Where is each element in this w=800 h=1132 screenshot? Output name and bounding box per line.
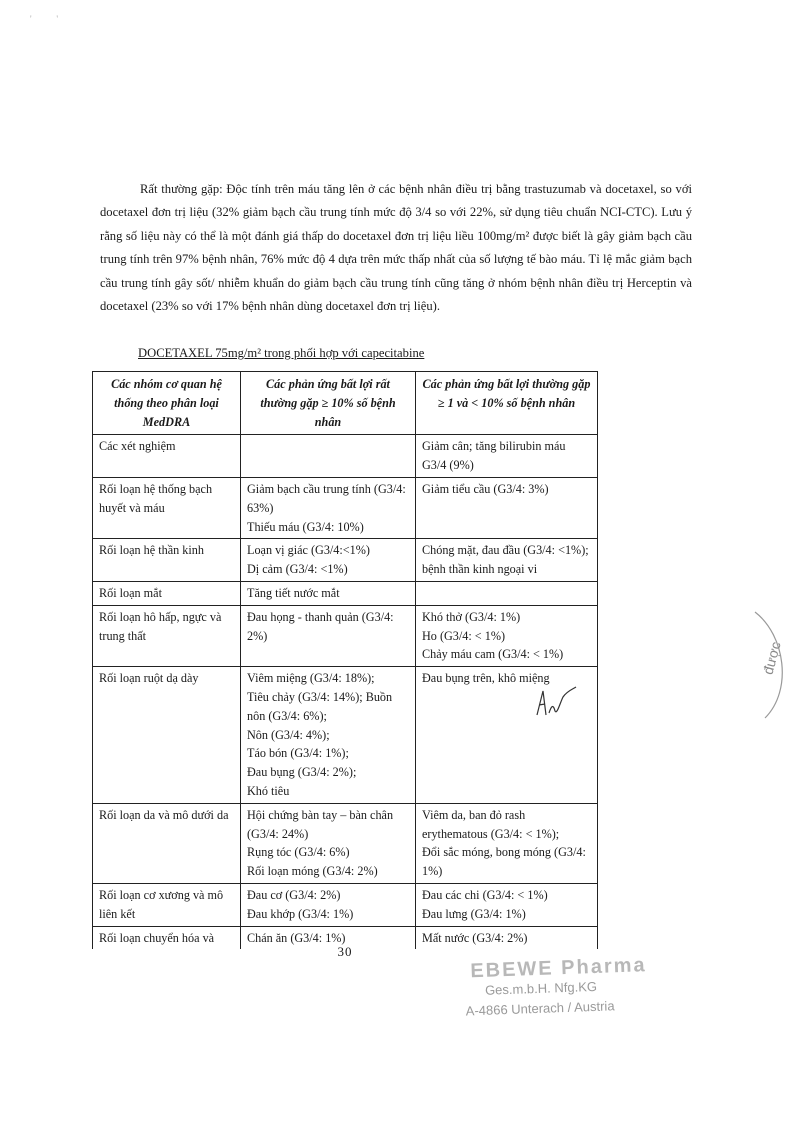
table-row [93,435,598,478]
common-cell: Giảm tiểu cầu (G3/4: 3%) [416,477,598,538]
body-paragraph [100,178,692,318]
section-title: DOCETAXEL 75mg/m² trong phối hợp với capecitabine [138,346,425,360]
header-very-common: Các phản ứng bất lợi rất thường gặp ≥ 10% số bệnh nhân [241,372,416,435]
stamp-company-name: EBEWE Pharma [469,954,647,983]
very-common-cell: Loạn vị giác (G3/4:<1%) Dị cảm (G3/4: <1%) [241,539,416,582]
common-cell: Viêm da, ban đỏ rash erythematous (G3/4: < 1%); Đổi sắc móng, bong móng (G3/4: 1%) [416,803,598,883]
side-stamp [735,610,795,720]
soc-cell: Rối loạn hệ thống bạch huyết và máu [93,477,241,538]
table-header-row [93,372,598,435]
common-cell: Mất nước (G3/4: 2%) [416,926,598,949]
side-stamp-text: được [759,639,784,677]
soc-cell: Rối loạn da và mô dưới da [93,803,241,883]
page-number: 30 [337,944,353,959]
soc-cell: Các xét nghiệm [93,435,241,478]
very-common-cell: Đau cơ (G3/4: 2%) Đau khớp (G3/4: 1%) [241,883,416,926]
header-common: Các phản ứng bất lợi thường gặp ≥ 1 và < 10% số bệnh nhân [416,372,598,435]
scan-marks: ' ' [30,14,58,24]
soc-cell: Rối loạn cơ xương và mô liên kết [93,883,241,926]
soc-cell: Rối loạn mắt [93,581,241,605]
soc-cell: Rối loạn hô hấp, ngực và trung thất [93,605,241,666]
very-common-cell: Tăng tiết nước mắt [241,581,416,605]
very-common-cell: Hội chứng bàn tay – bàn chân (G3/4: 24%) Rụng tóc (G3/4: 6%) Rối loạn móng (G3/4: 2%) [241,803,416,883]
very-common-cell: Giảm bạch cầu trung tính (G3/4: 63%) Thiếu máu (G3/4: 10%) [241,477,416,538]
table-row [93,539,598,582]
very-common-cell: Viêm miệng (G3/4: 18%); Tiêu chảy (G3/4: 14%); Buồn nôn (G3/4: 6%); Nôn (G3/4: 4%); Táo bón (G3/4: 1%); Đau bụng (G3/4: 2%); Khó tiêu [241,667,416,804]
stamp-address: A-4866 Unterach / Austria [465,998,615,1019]
header-soc: Các nhóm cơ quan hệ thống theo phân loại MedDRA [93,372,241,435]
handwritten-signature [533,685,578,725]
paragraph-text: Rất thường gặp: Độc tính trên máu tăng lên ở các bệnh nhân điều trị bằng trastuzumab và docetaxel, so với docetaxel đơn trị liệu (32% giảm bạch cầu trung tính mức độ 3/4 so với 22%, sử dụng tiêu chuẩn NCI-CTC). Lưu ý rằng số liệu này có thể là một đánh giá thấp do docetaxel đơn trị liệu liều 100mg/m² được biết là gây giảm bạch cầu trung tính trên 97% bệnh nhân, 76% mức độ 4 dựa trên mức thấp nhất của số lượng tế bào máu. Tỉ lệ mắc giảm bạch cầu trung tính gây sốt/ nhiễm khuẩn do giảm bạch cầu trung tính cũng tăng ở nhóm bệnh nhân điều trị Herceptin và docetaxel (23% so với 17% bệnh nhân dùng docetaxel đơn trị liệu). [100,182,692,314]
common-cell: Giảm cân; tăng bilirubin máu G3/4 (9%) [416,435,598,478]
common-cell: Chóng mặt, đau đầu (G3/4: <1%); bệnh thần kinh ngoại vi [416,539,598,582]
soc-cell: Rối loạn chuyển hóa và [93,926,241,949]
table-row [93,883,598,926]
stamp-company-form: Ges.m.b.H. Nfg.KG [484,978,598,998]
very-common-cell: Chán ăn (G3/4: 1%) [241,926,416,949]
common-cell [416,581,598,605]
soc-cell: Rối loạn hệ thần kinh [93,539,241,582]
company-stamp [464,955,666,1022]
adverse-reactions-table [92,371,598,949]
very-common-cell [241,435,416,478]
table-row [93,667,598,804]
common-cell: Đau bụng trên, khô miệng [416,667,598,804]
common-cell: Khó thở (G3/4: 1%) Ho (G3/4: < 1%) Chảy máu cam (G3/4: < 1%) [416,605,598,666]
table-row [93,581,598,605]
table-row [93,477,598,538]
very-common-cell: Đau họng - thanh quản (G3/4: 2%) [241,605,416,666]
table-row [93,605,598,666]
common-cell: Đau các chi (G3/4: < 1%) Đau lưng (G3/4: 1%) [416,883,598,926]
table-row [93,803,598,883]
soc-cell: Rối loạn ruột dạ dày [93,667,241,804]
